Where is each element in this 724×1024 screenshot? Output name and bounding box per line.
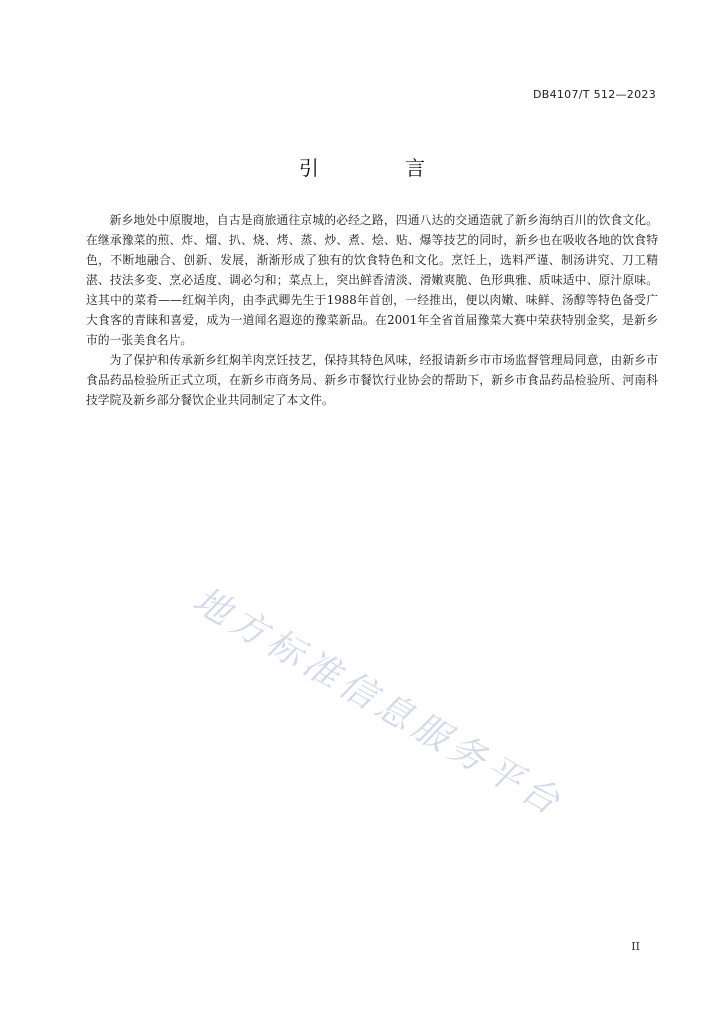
introduction-body bbox=[86, 210, 658, 410]
page-number: II bbox=[631, 940, 640, 953]
section-title: 引 言 bbox=[298, 156, 466, 180]
watermark: 地方标准信息服务平台 bbox=[186, 579, 571, 826]
document-code: DB4107/T 512—2023 bbox=[532, 88, 656, 101]
paragraph-1: 新乡地处中原腹地，自古是商旅通往京城的必经之路，四通八达的交通造就了新乡海纳百川的饮食文化。在继承豫菜的煎、炸、熘、扒、烧、烤、蒸、炒、煮、烩、贴、爆等技艺的同时，新乡也在吸收各地的饮食特色，不断地融合、创新、发展，渐渐形成了独有的饮食特色和文化。烹饪上，选料严谨、制汤讲究、刀工精湛、技法多变、烹必适度、调必匀和；菜点上，突出鲜香清淡、滑嫩爽脆、色形典雅、质味适中、原汁原味。这其中的菜肴——红焖羊肉，由李武卿先生于1988年首创，一经推出，便以肉嫩、味鲜、汤醇等特色备受广大食客的青睐和喜爱，成为一道闻名遐迩的豫菜新品。在2001年全省首届豫菜大赛中荣获特别金奖，是新乡市的一张美食名片。 bbox=[86, 213, 658, 347]
paragraph-2: 为了保护和传承新乡红焖羊肉烹饪技艺，保持其特色风味，经报请新乡市市场监督管理局同意，由新乡市食品药品检验所正式立项，在新乡市商务局、新乡市餐饮行业协会的帮助下，新乡市食品药品检验所、河南科技学院及新乡部分餐饮企业共同制定了本文件。 bbox=[86, 353, 658, 407]
